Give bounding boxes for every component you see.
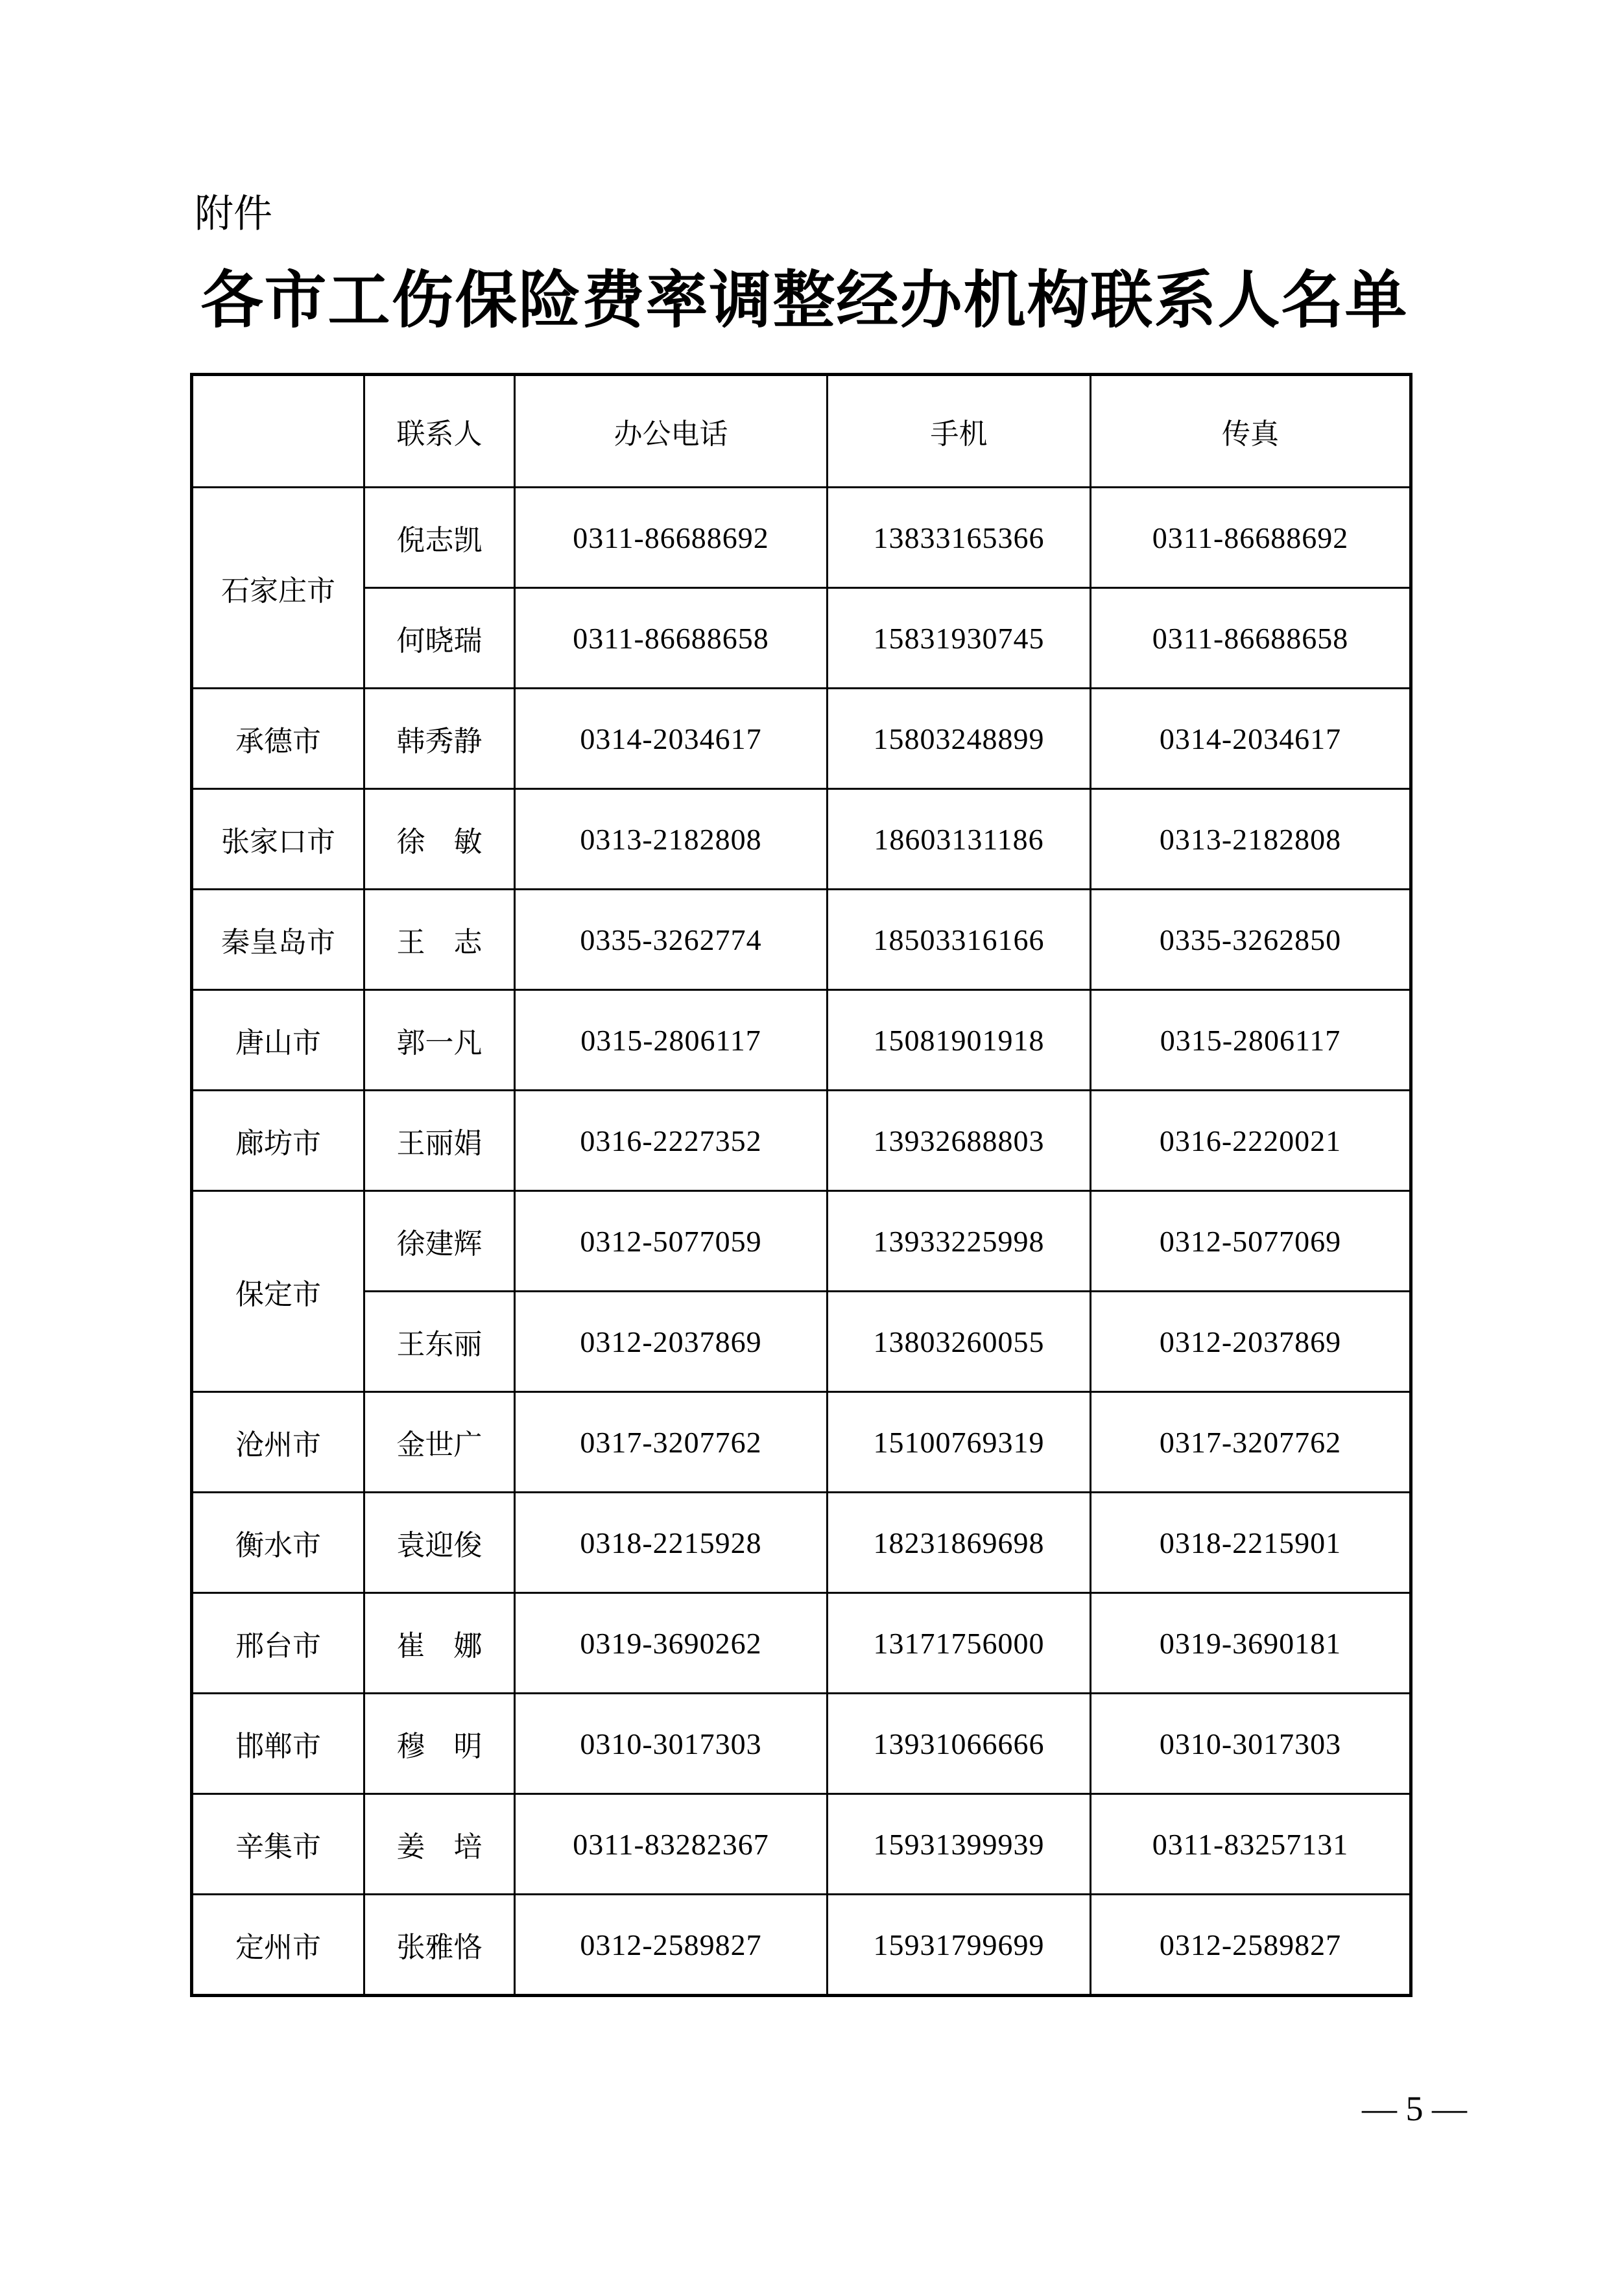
mobile-cell: 13833165366	[828, 488, 1091, 588]
office-phone-cell: 0318-2215928	[515, 1493, 828, 1593]
table-row	[192, 789, 1411, 890]
mobile-cell: 18603131186	[828, 789, 1091, 890]
contact-name-cell: 崔 娜	[364, 1593, 515, 1694]
mobile-cell: 15931399939	[828, 1794, 1091, 1895]
contact-name-cell: 姜 培	[364, 1794, 515, 1895]
fax-cell: 0312-2589827	[1091, 1895, 1411, 1996]
table-row	[192, 1392, 1411, 1493]
table-row	[192, 588, 1411, 689]
table-row	[192, 1694, 1411, 1794]
contact-name-cell: 张雅恪	[364, 1895, 515, 1996]
table-row	[192, 1292, 1411, 1392]
fax-cell: 0335-3262850	[1091, 890, 1411, 990]
mobile-cell: 18503316166	[828, 890, 1091, 990]
contact-table	[190, 373, 1412, 1997]
city-cell: 邯郸市	[192, 1694, 364, 1794]
contact-name-cell: 袁迎俊	[364, 1493, 515, 1593]
mobile-cell: 13932688803	[828, 1091, 1091, 1191]
document-title: 各市工伤保险费率调整经办机构联系人名单	[200, 264, 1409, 337]
table-row	[192, 488, 1411, 588]
fax-cell: 0316-2220021	[1091, 1091, 1411, 1191]
city-cell: 廊坊市	[192, 1091, 364, 1191]
table-row	[192, 1191, 1411, 1292]
city-cell: 唐山市	[192, 990, 364, 1091]
city-cell: 衡水市	[192, 1493, 364, 1593]
fax-cell: 0311-86688692	[1091, 488, 1411, 588]
fax-cell: 0310-3017303	[1091, 1694, 1411, 1794]
table-row	[192, 689, 1411, 789]
contact-name-cell: 郭一凡	[364, 990, 515, 1091]
contact-name-cell: 徐 敏	[364, 789, 515, 890]
office-phone-cell: 0311-83282367	[515, 1794, 828, 1895]
office-phone-cell: 0313-2182808	[515, 789, 828, 890]
city-cell: 定州市	[192, 1895, 364, 1996]
city-cell: 辛集市	[192, 1794, 364, 1895]
office-phone-cell: 0319-3690262	[515, 1593, 828, 1694]
city-cell: 张家口市	[192, 789, 364, 890]
fax-cell: 0312-2037869	[1091, 1292, 1411, 1392]
fax-cell: 0312-5077069	[1091, 1191, 1411, 1292]
fax-cell: 0319-3690181	[1091, 1593, 1411, 1694]
fax-cell: 0313-2182808	[1091, 789, 1411, 890]
header-city	[192, 375, 364, 488]
mobile-cell: 18231869698	[828, 1493, 1091, 1593]
office-phone-cell: 0335-3262774	[515, 890, 828, 990]
mobile-cell: 15100769319	[828, 1392, 1091, 1493]
mobile-cell: 13933225998	[828, 1191, 1091, 1292]
office-phone-cell: 0315-2806117	[515, 990, 828, 1091]
header-office-phone: 办公电话	[515, 375, 828, 488]
contact-name-cell: 王东丽	[364, 1292, 515, 1392]
contact-name-cell: 王 志	[364, 890, 515, 990]
table-row	[192, 1593, 1411, 1694]
mobile-cell: 13931066666	[828, 1694, 1091, 1794]
office-phone-cell: 0312-2589827	[515, 1895, 828, 1996]
fax-cell: 0314-2034617	[1091, 689, 1411, 789]
city-cell: 承德市	[192, 689, 364, 789]
attachment-label: 附件	[195, 191, 272, 237]
contact-name-cell: 韩秀静	[364, 689, 515, 789]
office-phone-cell: 0316-2227352	[515, 1091, 828, 1191]
table-row	[192, 890, 1411, 990]
office-phone-cell: 0312-2037869	[515, 1292, 828, 1392]
office-phone-cell: 0317-3207762	[515, 1392, 828, 1493]
table-header-row	[192, 375, 1411, 488]
office-phone-cell: 0310-3017303	[515, 1694, 828, 1794]
contact-name-cell: 何晓瑞	[364, 588, 515, 689]
office-phone-cell: 0312-5077059	[515, 1191, 828, 1292]
mobile-cell: 13171756000	[828, 1593, 1091, 1694]
mobile-cell: 13803260055	[828, 1292, 1091, 1392]
contact-name-cell: 金世广	[364, 1392, 515, 1493]
fax-cell: 0318-2215901	[1091, 1493, 1411, 1593]
page-number: — 5 —	[1362, 2089, 1467, 2128]
mobile-cell: 15831930745	[828, 588, 1091, 689]
table-row	[192, 990, 1411, 1091]
table-row	[192, 1493, 1411, 1593]
mobile-cell: 15803248899	[828, 689, 1091, 789]
contact-name-cell: 徐建辉	[364, 1191, 515, 1292]
office-phone-cell: 0314-2034617	[515, 689, 828, 789]
contact-name-cell: 倪志凯	[364, 488, 515, 588]
header-mobile: 手机	[828, 375, 1091, 488]
contact-name-cell: 王丽娟	[364, 1091, 515, 1191]
fax-cell: 0311-86688658	[1091, 588, 1411, 689]
mobile-cell: 15081901918	[828, 990, 1091, 1091]
fax-cell: 0311-83257131	[1091, 1794, 1411, 1895]
city-cell: 石家庄市	[192, 488, 364, 689]
contact-table-body	[192, 375, 1411, 1996]
city-cell: 保定市	[192, 1191, 364, 1392]
table-row	[192, 1794, 1411, 1895]
fax-cell: 0317-3207762	[1091, 1392, 1411, 1493]
table-row	[192, 1895, 1411, 1996]
header-contact: 联系人	[364, 375, 515, 488]
office-phone-cell: 0311-86688658	[515, 588, 828, 689]
table-row	[192, 1091, 1411, 1191]
fax-cell: 0315-2806117	[1091, 990, 1411, 1091]
header-fax: 传真	[1091, 375, 1411, 488]
mobile-cell: 15931799699	[828, 1895, 1091, 1996]
city-cell: 邢台市	[192, 1593, 364, 1694]
city-cell: 秦皇岛市	[192, 890, 364, 990]
contact-name-cell: 穆 明	[364, 1694, 515, 1794]
office-phone-cell: 0311-86688692	[515, 488, 828, 588]
city-cell: 沧州市	[192, 1392, 364, 1493]
